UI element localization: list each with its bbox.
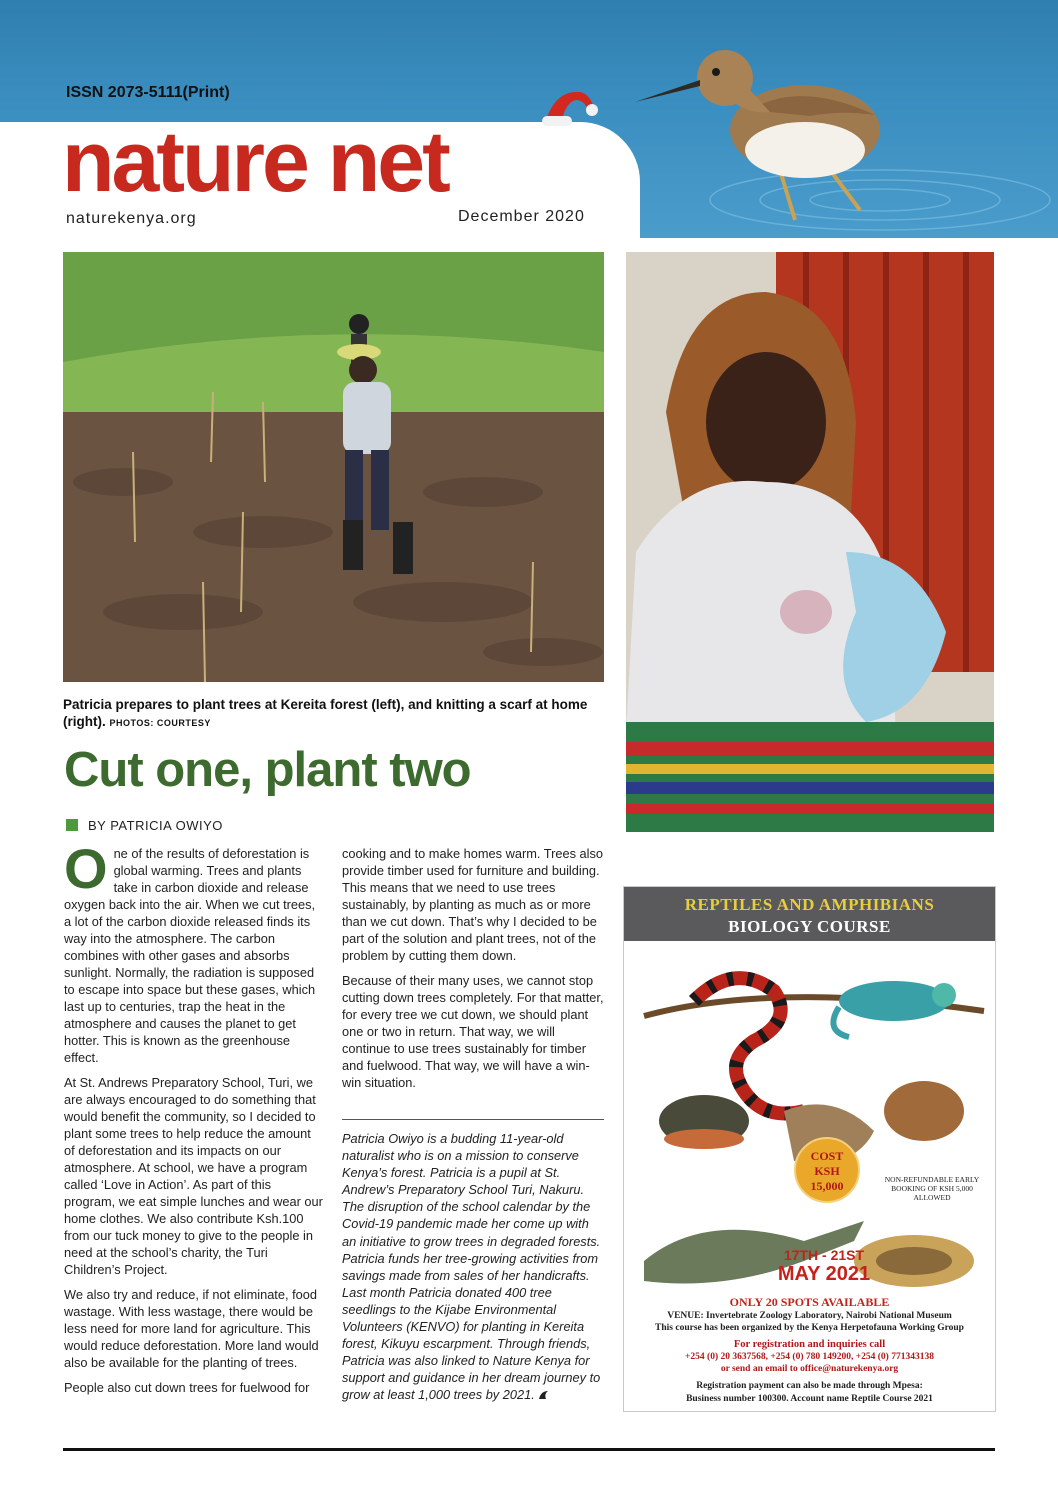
article-paragraph: One of the results of deforestation is global warming. Trees and plants take in carbon dioxide and release oxygen back into the air. When we cut trees, a lot of the carbon dioxide released finds its way into the atmosphere. The carbon combines with other gases and absorbs sunlight. Normally, the radiation is supposed to escape into space but these gases, which last up to centuries, trap the heat in the atmosphere and causes the planet to get hotter. This is known as the greenhouse effect. [64,837,316,1065]
cost-currency: KSH [814,1164,840,1178]
photo-credit: PHOTOS: COURTESY [109,718,211,728]
payment-line-2: Business number 100300. Account name Reptile Course 2021 [686,1394,933,1404]
issn-number: ISSN 2073-5111(Print) [66,84,230,101]
advert-title-line2: BIOLOGY COURSE [728,917,891,936]
caption-text: Patricia prepares to plant trees at Kereita forest (left), and knitting a scarf at home (right). [63,697,588,729]
cost-value: 15,000 [810,1179,844,1193]
registration-heading: For registration and inquiries call [733,1339,886,1350]
advert-title-line1: REPTILES AND AMPHIBIANS [684,895,935,914]
photo-tree-planting [63,252,604,682]
end-mark-icon [538,1390,550,1400]
santa-hat-icon [540,86,598,130]
page-bottom-rule [63,1448,995,1451]
reptile-course-advert [623,886,996,1412]
article-paragraph: We also try and reduce, if not eliminate, food wastage. With less wastage, there would be less need for more land for agriculture. This would reduce deforestation. More land would also be available for the planting of trees. [64,1287,319,1370]
photo-knitting [626,252,994,832]
byline-marker-icon [66,819,78,831]
cost-label: COST [810,1149,844,1163]
payment-line-1: Registration payment can also be made through Mpesa: [696,1381,923,1391]
course-dates-month: MAY 2021 [777,1263,871,1285]
article-column-2 [342,845,604,1099]
article-headline: Cut one, plant two [64,743,471,797]
booking-note: NON-REFUNDABLE EARLY BOOKING OF KSH 5,000 ALLOWED [884,1175,980,1202]
article-paragraph: People also cut down trees for fuelwood for [64,1380,310,1395]
reptiles-illustration [624,941,995,1291]
issue-date: December 2020 [458,208,585,225]
course-dates [764,1247,884,1285]
article-paragraph: cooking and to make homes warm. Trees also provide timber used for furniture and building. This means that we need to use trees sustainably, by planting as much as or more than we cut down. That’s why I decided to be part of the solution and plant trees, not of the problem by cutting them down. [342,846,604,963]
drop-cap: O [64,837,108,900]
venue-line: VENUE: Invertebrate Zoology Laboratory, Nairobi National Museum [667,1311,952,1321]
spots-available: ONLY 20 SPOTS AVAILABLE [729,1295,890,1309]
author-bio [342,1130,604,1404]
author-bio-text: Patricia Owiyo is a budding 11-year-old naturalist who is on a mission to conserve Kenya’s forest. Patricia is a pupil at St. Andrew’s Preparatory School Turi, Nakuru. The disruption of the school calendar by the Covid-19 pandemic made her come up with an initiative to grow trees in degraded forests. Patricia funds her tree-growing activities from savings made from sales of her handicrafts. Last month Patricia donated 400 tree seedlings to the Kijabe Environmental Volunteers (KENVO) for planting in Kereita forest, Kikuyu escarpment. Through friends, Patricia was also linked to Nature Kenya for support and guidance in her dream journey to grow at least 1,000 trees by 2021. [342,1131,601,1403]
photo-caption [63,696,608,732]
byline [66,818,223,833]
article-column-1 [64,837,324,1404]
sandpiper-bird-image [630,20,890,230]
logo-nature-net: nature net [62,114,448,210]
organizer-line: This course has been organized by the Kenya Herpetofauna Working Group [655,1323,964,1333]
byline-text: BY PATRICIA OWIYO [88,818,223,833]
website-url[interactable]: naturekenya.org [66,210,197,227]
cost-badge [794,1137,860,1203]
article-paragraph: At St. Andrews Preparatory School, Turi, we are always encouraged to do something that would benefit the community, so I decided to plant some trees to help reduce the amount of deforestation and its impacts on our atmosphere. At school, we have a program called ‘Love in Action’. As part of this program, we eat simple lunches and wear our home clothes. We also contribute Ksh.100 from our tuck money to give to the people in need at the school’s charity, the Turi Children’s Project. [64,1075,323,1277]
bio-divider [342,1119,604,1120]
article-paragraph: Because of their many uses, we cannot stop cutting down trees completely. For that matter, for every tree we cut down, we should plant one or two in return. That way, we will continue to use trees sustainably for timber and fuelwood. That way, we will have a win-win situation. [342,973,604,1090]
registration-email[interactable]: or send an email to office@naturekenya.org [720,1364,899,1374]
phone-numbers[interactable]: +254 (0) 20 3637568, +254 (0) 780 149200, +254 (0) 771343138 [685,1352,934,1362]
course-dates-days: 17TH - 21ST [783,1247,865,1263]
